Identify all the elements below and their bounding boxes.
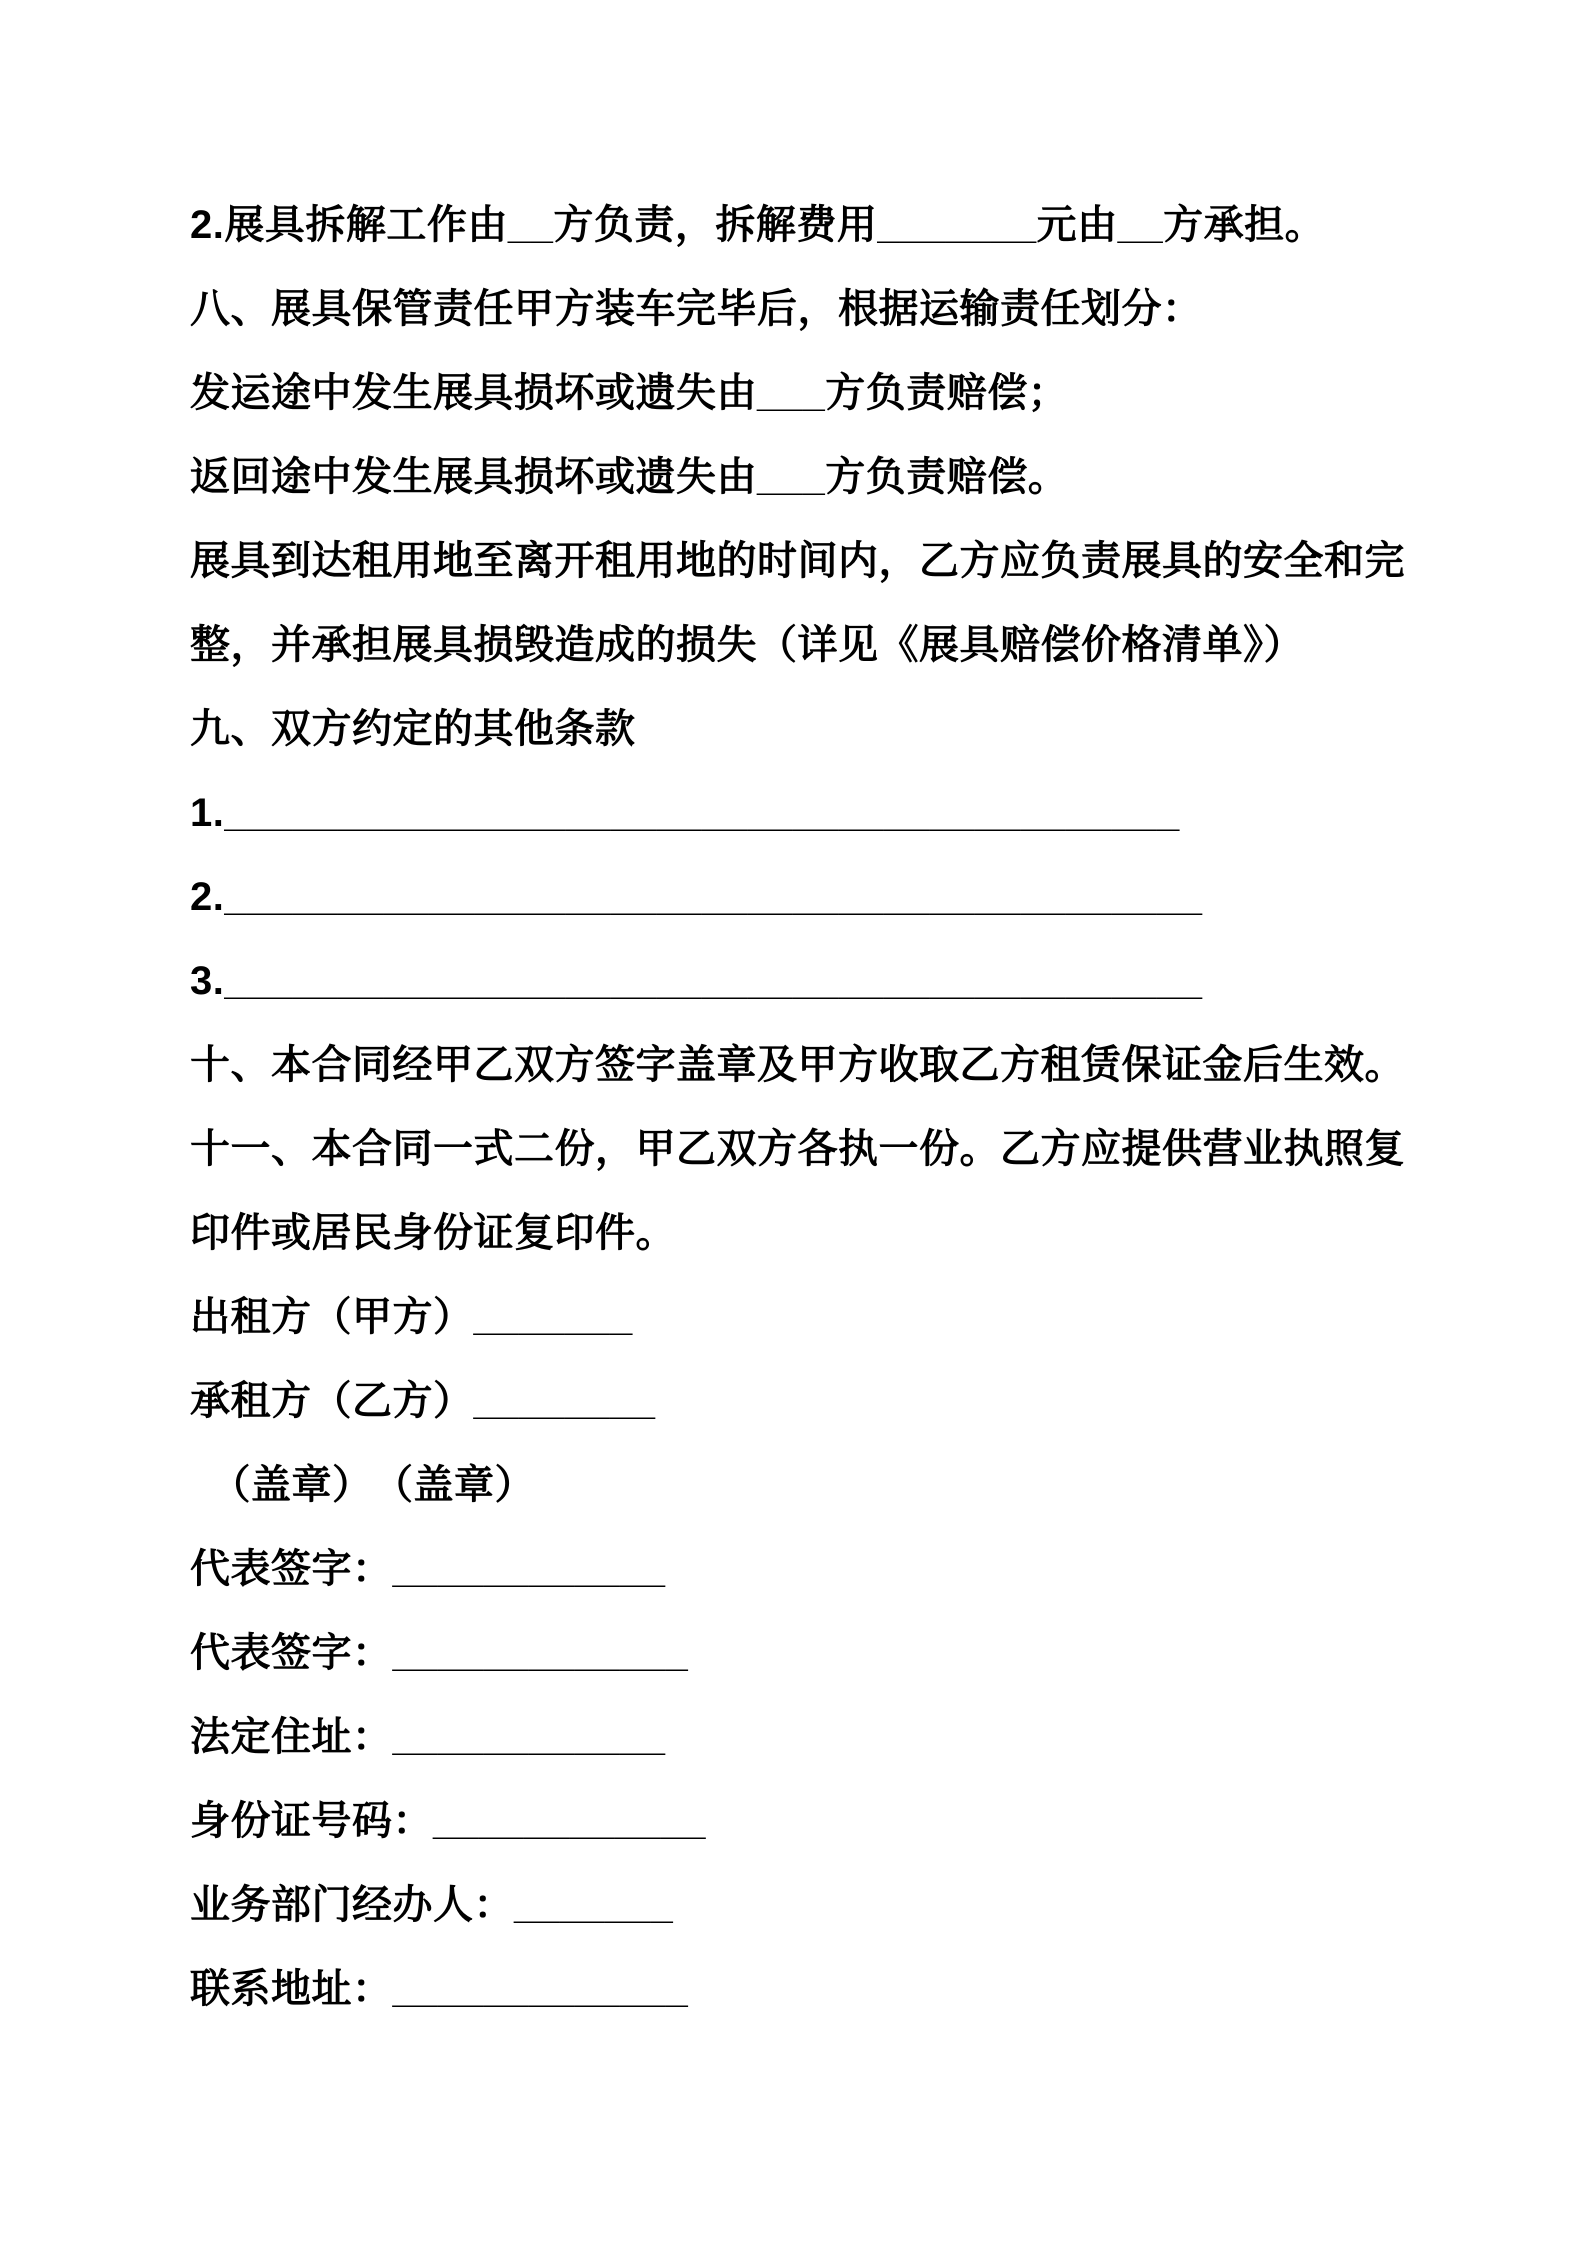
contract-line-legal-address: 法定住址：____________ — [190, 1715, 666, 1759]
contract-line-blank-item-2: 2.___________________________________________ — [190, 875, 1203, 919]
contract-line-blank-item-3: 3.___________________________________________ — [190, 959, 1203, 1003]
contract-line-id-number: 身份证号码：____________ — [190, 1799, 706, 1843]
contract-line-custody-2: 整，并承担展具损毁造成的损失（详见《展具赔偿价格清单》） — [190, 623, 1304, 667]
contract-line-blank-item-1: 1.__________________________________________ — [190, 791, 1180, 835]
contract-line-contact-address: 联系地址：_____________ — [190, 1967, 689, 2011]
contract-line-dismantle-fee: 2.展具拆解工作由__方负责，拆解费用_______元由__方承担。 — [190, 203, 1326, 247]
contract-line-lessor-party-a: 出租方（甲方）_______ — [190, 1295, 633, 1339]
contract-text-block — [190, 183, 1476, 2031]
contract-line-clause-11-part-2: 印件或居民身份证复印件。 — [190, 1211, 676, 1255]
contract-line-clause-9-heading: 九、双方约定的其他条款 — [190, 707, 636, 751]
contract-line-custody-1: 展具到达租用地至离开租用地的时间内，乙方应负责展具的安全和完 — [190, 539, 1405, 583]
contract-line-representative-signature-1: 代表签字：____________ — [190, 1547, 666, 1591]
contract-line-clause-8-heading: 八、展具保管责任甲方装车完毕后，根据运输责任划分： — [190, 287, 1203, 331]
contract-line-representative-signature-2: 代表签字：_____________ — [190, 1631, 689, 1675]
contract-line-outbound-liability: 发运途中发生展具损坏或遗失由___方负责赔偿； — [190, 371, 1069, 415]
contract-line-return-liability: 返回途中发生展具损坏或遗失由___方负责赔偿。 — [190, 455, 1069, 499]
contract-line-department-handler: 业务部门经办人：_______ — [190, 1883, 674, 1927]
contract-line-seal-labels: （盖章） （盖章） — [190, 1463, 535, 1507]
contract-line-lessee-party-b: 承租方（乙方）________ — [190, 1379, 656, 1423]
contract-line-clause-11-part-1: 十一、本合同一式二份，甲乙双方各执一份。乙方应提供营业执照复 — [190, 1127, 1405, 1171]
contract-line-clause-10: 十、本合同经甲乙双方签字盖章及甲方收取乙方租赁保证金后生效。 — [190, 1043, 1405, 1087]
